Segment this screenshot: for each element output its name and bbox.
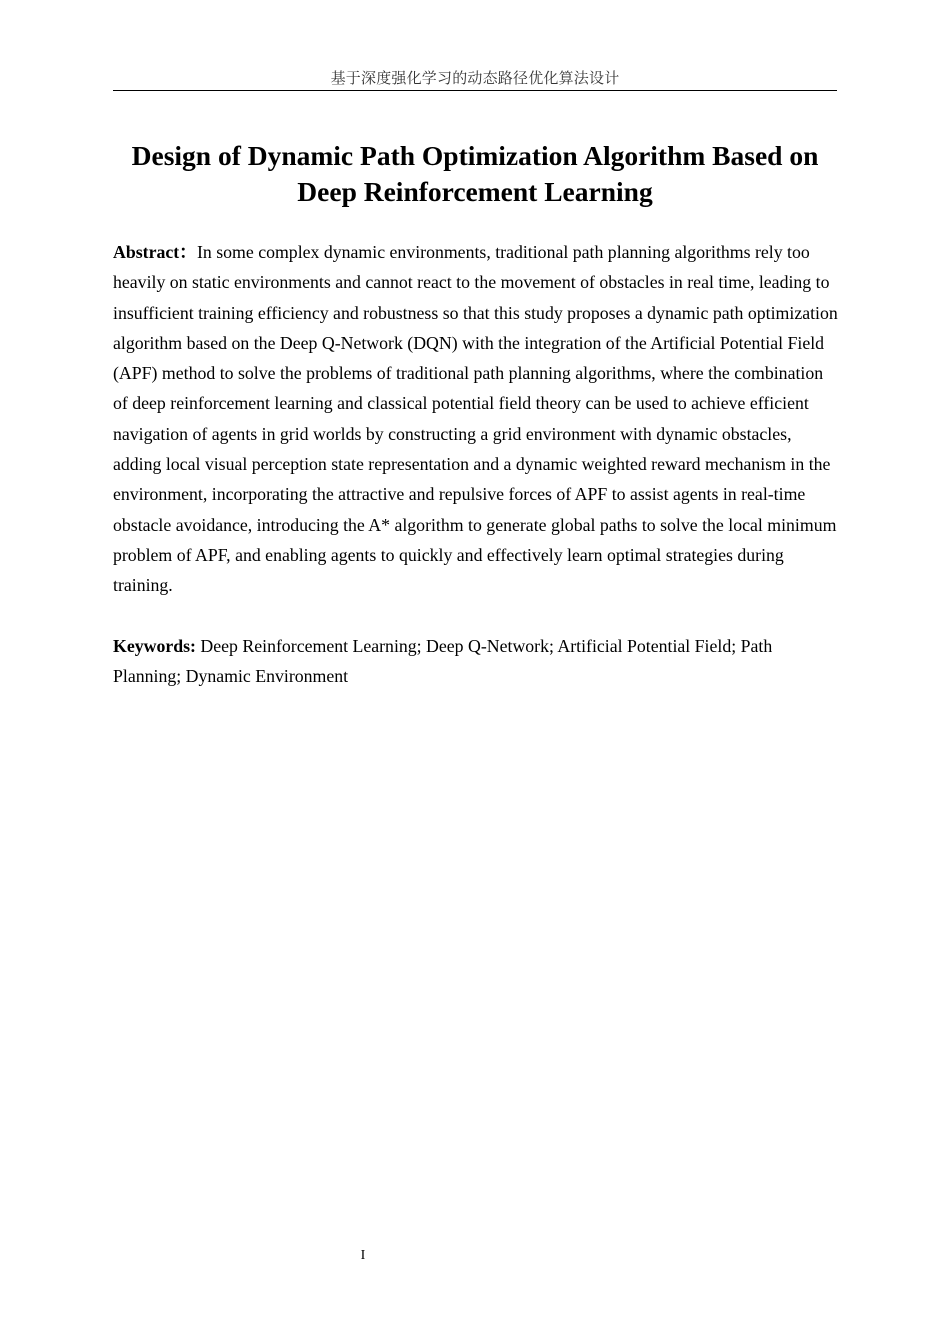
keywords-label: Keywords: xyxy=(113,636,196,656)
page-number: I xyxy=(360,1248,366,1263)
paper-title xyxy=(100,138,850,210)
paper-title-line-2: Deep Reinforcement Learning xyxy=(297,176,653,207)
abstract-text: In some complex dynamic environments, traditional path planning algorithms rely too heavily on static environments and cannot react to the movement of obstacles in real time, leading to insufficient training efficiency and robustness so that this study proposes a dynamic path optimization algorithm based on the Deep Q-Network (DQN) with the integration of the Artificial Potential Field (APF) method to solve the problems of traditional path planning algorithms, where the combination of deep reinforcement learning and classical potential field theory can be used to achieve efficient navigation of agents in grid worlds by constructing a grid environment with dynamic obstacles, adding local visual perception state representation and a dynamic weighted reward mechanism in the environment, incorporating the attractive and repulsive forces of APF to assist agents in real-time obstacle avoidance, introducing the A* algorithm to generate global paths to solve the local minimum problem of APF, and enabling agents to quickly and effectively learn optimal strategies during training. xyxy=(113,242,838,596)
abstract-paragraph xyxy=(113,237,841,601)
paper-title-line-1: Design of Dynamic Path Optimization Algorithm Based on xyxy=(131,140,819,171)
keywords-text: Deep Reinforcement Learning; Deep Q-Network; Artificial Potential Field; Path Planning; Dynamic Environment xyxy=(113,636,773,687)
running-header: 基于深度强化学习的动态路径优化算法设计 xyxy=(113,68,837,91)
abstract-label: Abstract： xyxy=(113,242,197,262)
keywords-paragraph xyxy=(113,631,841,692)
